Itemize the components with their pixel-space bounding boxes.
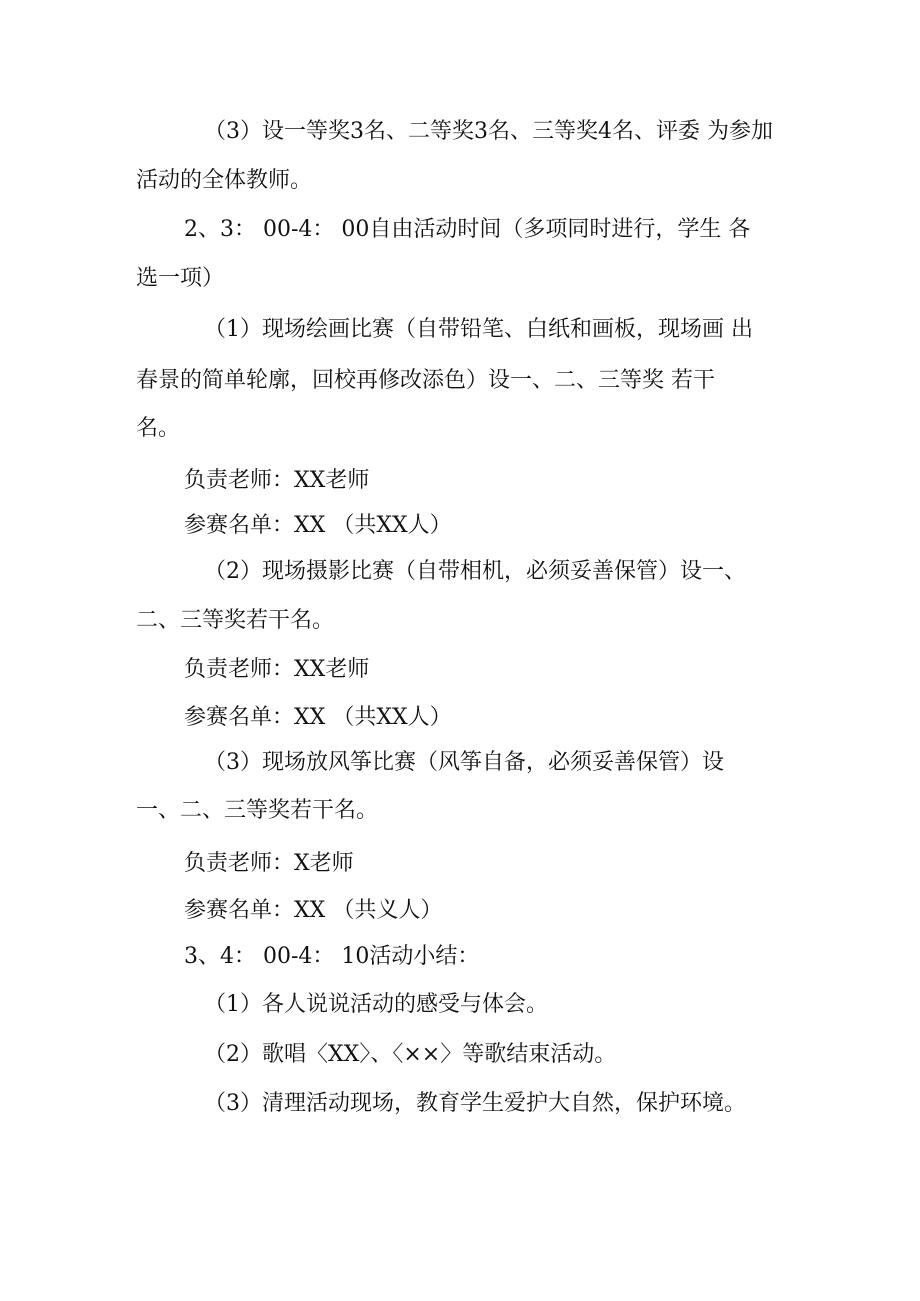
text-line: （1）各人说说活动的感受与体会。 — [204, 992, 548, 1017]
text-line: （2）现场摄影比赛（自带相机，必须妥善保管）设一、 — [204, 559, 746, 584]
text-line: （1）现场绘画比赛（自带铅笔、白纸和画板，现场画 出 — [204, 317, 753, 342]
text-line: 活动的全体教师。 — [136, 168, 313, 193]
text-line: 春景的简单轮廓，回校再修改添色）设一、二、三等奖 若干 — [136, 368, 715, 393]
text-line: 参赛名单：XX （共义人） — [184, 898, 443, 923]
text-line: 选一项） — [136, 266, 225, 291]
text-line: （3）清理活动现场，教育学生爱护大自然，保护环境。 — [204, 1091, 746, 1116]
text-line: （2）歌唱〈XX〉、〈××〉等歌结束活动。 — [204, 1042, 617, 1067]
text-line: 负责老师：X老师 — [184, 851, 354, 876]
text-line: 二、三等奖若干名。 — [136, 608, 335, 633]
text-line: 2、3： 00-4： 00自由活动时间（多项同时进行，学生 各 — [184, 217, 751, 242]
text-line: 名。 — [136, 416, 181, 441]
text-line: 负责老师：XX老师 — [184, 657, 370, 682]
text-line: （3）设一等奖3名、二等奖3名、三等奖4名、评委 为参加 — [204, 119, 773, 144]
text-line: 参赛名单：XX （共XX人） — [184, 513, 452, 538]
text-line: 3、4： 00-4： 10活动小结： — [184, 944, 480, 969]
text-line: （3）现场放风筝比赛（风筝自备，必须妥善保管）设 — [204, 750, 724, 775]
text-line: 负责老师：XX老师 — [184, 468, 370, 493]
text-line: 一、二、三等奖若干名。 — [136, 798, 379, 823]
text-line: 参赛名单：XX （共XX人） — [184, 705, 452, 730]
